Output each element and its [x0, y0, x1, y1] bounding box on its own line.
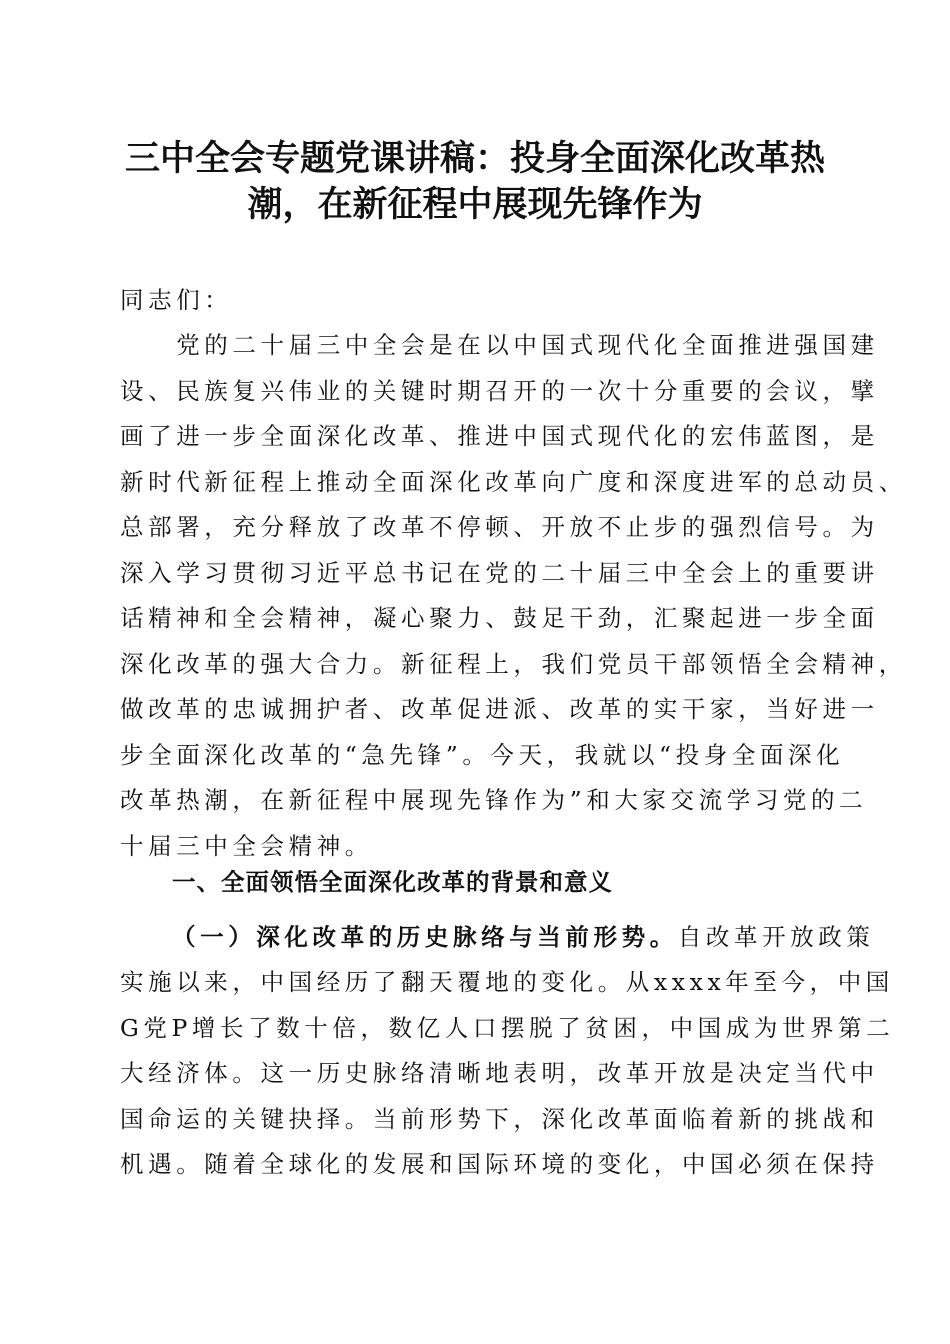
paragraph-line: 新时代新征程上推动全面深化改革向广度和深度进军的总动员、 — [120, 468, 907, 496]
paragraph-line: 大经济体。这一历史脉络清晰地表明，改革开放是决定当代中 — [120, 1059, 879, 1087]
paragraph-line: 改革热潮，在新征程中展现先锋作为”和大家交流学习党的二 — [120, 786, 868, 814]
paragraph-line: 党的二十届三中全会是在以中国式现代化全面推进强国建 — [120, 331, 879, 359]
document-title-line-1: 三中全会专题党课讲稿：投身全面深化改革热 — [124, 138, 825, 179]
salutation: 同志们： — [120, 286, 233, 314]
paragraph-line: 做改革的忠诚拥护者、改革促进派、改革的实干家，当好进一 — [120, 695, 879, 723]
subsection-heading-1: （一）深化改革的历史脉络与当前形势。 — [172, 923, 678, 951]
paragraph-line: 实施以来，中国经历了翻天覆地的变化。从xxxx年至今，中国 — [120, 968, 894, 996]
paragraph-line: 画了进一步全面深化改革、推进中国式现代化的宏伟蓝图，是 — [120, 422, 879, 450]
paragraph-line: 总部署，充分释放了改革不停顿、开放不止步的强烈信号。为 — [120, 513, 879, 541]
section-heading-1: 一、全面领悟全面深化改革的背景和意义 — [172, 868, 613, 896]
paragraph-line: 国命运的关键抉择。当前形势下，深化改革面临着新的挑战和 — [120, 1105, 879, 1133]
paragraph-line: 十届三中全会精神。 — [120, 832, 373, 860]
paragraph-line: 深入学习贯彻习近平总书记在党的二十届三中全会上的重要讲 — [120, 559, 879, 587]
paragraph-line: 机遇。随着全球化的发展和国际环境的变化，中国必须在保持 — [120, 1150, 879, 1178]
subsection-first-line — [172, 914, 875, 960]
paragraph-line: 步全面深化改革的“急先锋”。今天，我就以“投身全面深化 — [120, 741, 845, 769]
paragraph-line: 设、民族复兴伟业的关键时期召开的一次十分重要的会议，擘 — [120, 377, 879, 405]
paragraph-line: G党P增长了数十倍，数亿人口摆脱了贫困，中国成为世界第二 — [120, 1014, 895, 1042]
document-title-line-2: 潮，在新征程中展现先锋作为 — [247, 184, 703, 225]
paragraph-line: 话精神和全会精神，凝心聚力、鼓足干劲，汇聚起进一步全面 — [120, 604, 879, 632]
subsection-first-line-rest: 自改革开放政策 — [677, 923, 875, 951]
paragraph-line: 深化改革的强大合力。新征程上，我们党员干部领悟全会精神， — [120, 650, 907, 678]
